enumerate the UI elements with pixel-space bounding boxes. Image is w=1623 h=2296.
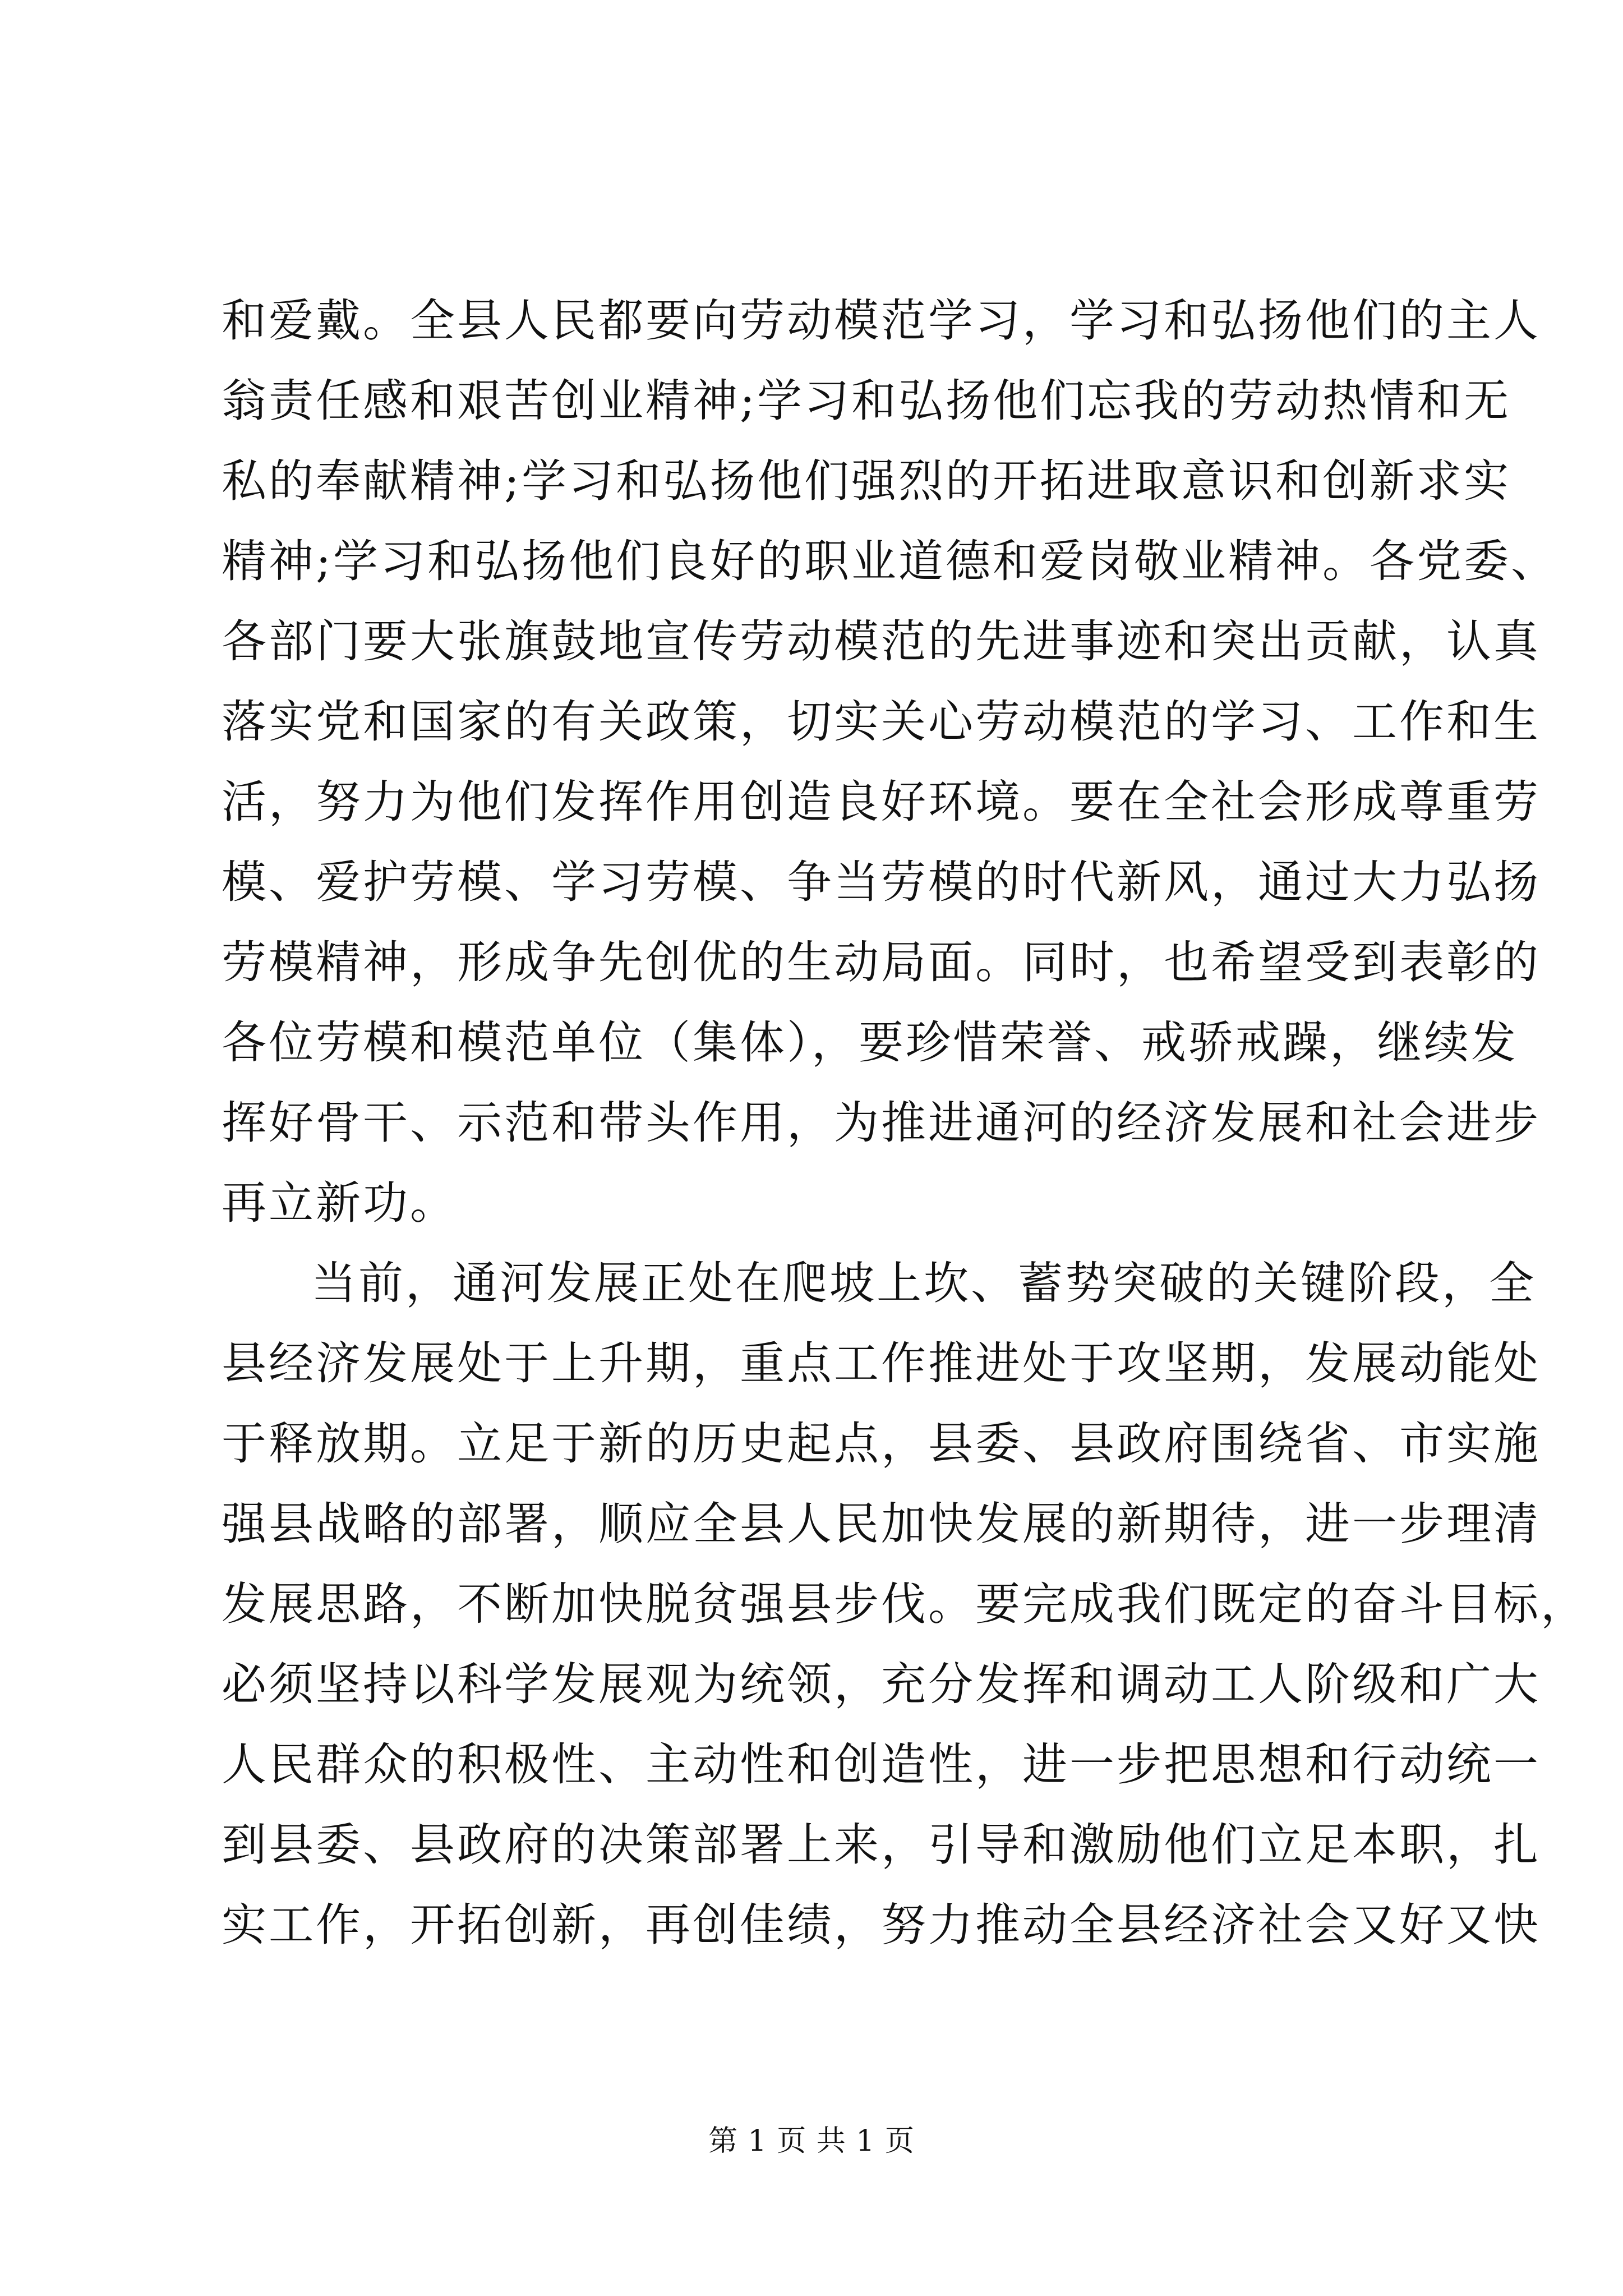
text-line: 活，努力为他们发挥作用创造良好环境。要在全社会形成尊重劳 bbox=[222, 776, 1541, 828]
text-line: 当前，通河发展正处在爬坡上坎、蓄势突破的关键阶段，全 bbox=[311, 1257, 1536, 1309]
paragraph bbox=[222, 1243, 1588, 1965]
paragraph bbox=[222, 280, 1558, 1243]
text-line: 到县委、县政府的决策部署上来，引导和激励他们立足本职，扎 bbox=[222, 1819, 1541, 1871]
text-line: 强县战略的部署，顺应全县人民加快发展的新期待，进一步理清 bbox=[222, 1498, 1541, 1550]
text-line: 挥好骨干、示范和带头作用，为推进通河的经济发展和社会进步 bbox=[222, 1097, 1541, 1149]
document-body bbox=[222, 280, 1588, 1965]
text-line: 必须坚持以科学发展观为统领，充分发挥和调动工人阶级和广大 bbox=[222, 1658, 1541, 1710]
text-line: 落实党和国家的有关政策，切实关心劳动模范的学习、工作和生 bbox=[222, 696, 1541, 748]
text-line: 再立新功。 bbox=[222, 1177, 457, 1229]
text-line: 私的奉献精神;学习和弘扬他们强烈的开拓进取意识和创新求实 bbox=[222, 455, 1511, 507]
text-line: 实工作，开拓创新，再创佳绩，努力推动全县经济社会又好又快 bbox=[222, 1899, 1541, 1951]
text-line: 于释放期。立足于新的历史起点，县委、县政府围绕省、市实施 bbox=[222, 1418, 1541, 1470]
text-line: 精神;学习和弘扬他们良好的职业道德和爱岗敬业精神。各党委、 bbox=[222, 535, 1558, 587]
text-line: 各位劳模和模范单位（集体），要珍惜荣誉、戒骄戒躁，继续发 bbox=[222, 1016, 1518, 1069]
text-line: 翁责任感和艰苦创业精神;学习和弘扬他们忘我的劳动热情和无 bbox=[222, 375, 1511, 427]
text-line: 县经济发展处于上升期，重点工作推进处于攻坚期，发展动能处 bbox=[222, 1337, 1541, 1389]
page-footer: 第 1 页 共 1 页 bbox=[708, 2124, 915, 2158]
text-line: 模、爱护劳模、学习劳模、争当劳模的时代新风，通过大力弘扬 bbox=[222, 856, 1541, 908]
text-line: 各部门要大张旗鼓地宣传劳动模范的先进事迹和突出贡献，认真 bbox=[222, 615, 1541, 668]
text-line: 和爱戴。全县人民都要向劳动模范学习，学习和弘扬他们的主人 bbox=[222, 295, 1541, 347]
text-line: 人民群众的积极性、主动性和创造性，进一步把思想和行动统一 bbox=[222, 1738, 1541, 1791]
text-line: 劳模精神，形成争先创优的生动局面。同时，也希望受到表彰的 bbox=[222, 936, 1541, 988]
text-line: 发展思路，不断加快脱贫强县步伐。要完成我们既定的奋斗目标， bbox=[222, 1578, 1588, 1630]
